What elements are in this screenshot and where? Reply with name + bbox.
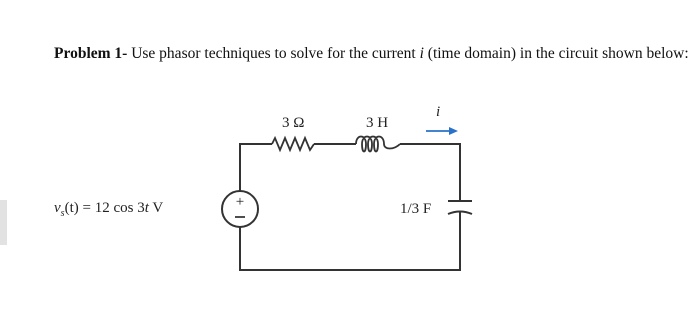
source-v: v <box>54 200 61 216</box>
voltage-source <box>222 191 258 227</box>
current-arrow <box>426 127 458 135</box>
source-voltage-label <box>54 200 163 219</box>
problem-current-variable: i <box>419 45 424 62</box>
source-argument: (t) <box>64 200 79 216</box>
problem-heading: Problem 1- <box>54 45 128 62</box>
source-subscript: s <box>60 208 65 219</box>
capacitor <box>448 201 472 214</box>
current-label: i <box>436 104 441 120</box>
source-polarity-plus: + <box>235 194 245 210</box>
resistor <box>272 138 314 150</box>
problem-text-after: (time domain) in the circuit shown below: <box>423 45 689 62</box>
source-expression: = 12 cos 3 <box>78 200 145 216</box>
capacitor-label: 1/3 F <box>400 201 432 217</box>
source-unit: V <box>148 200 164 216</box>
source-time-var: t <box>144 200 149 216</box>
resistor-label: 3 Ω <box>282 115 305 131</box>
inductor <box>356 137 400 152</box>
problem-text-before: Use phasor techniques to solve for the current <box>127 45 420 62</box>
inductor-label: 3 H <box>366 115 389 131</box>
